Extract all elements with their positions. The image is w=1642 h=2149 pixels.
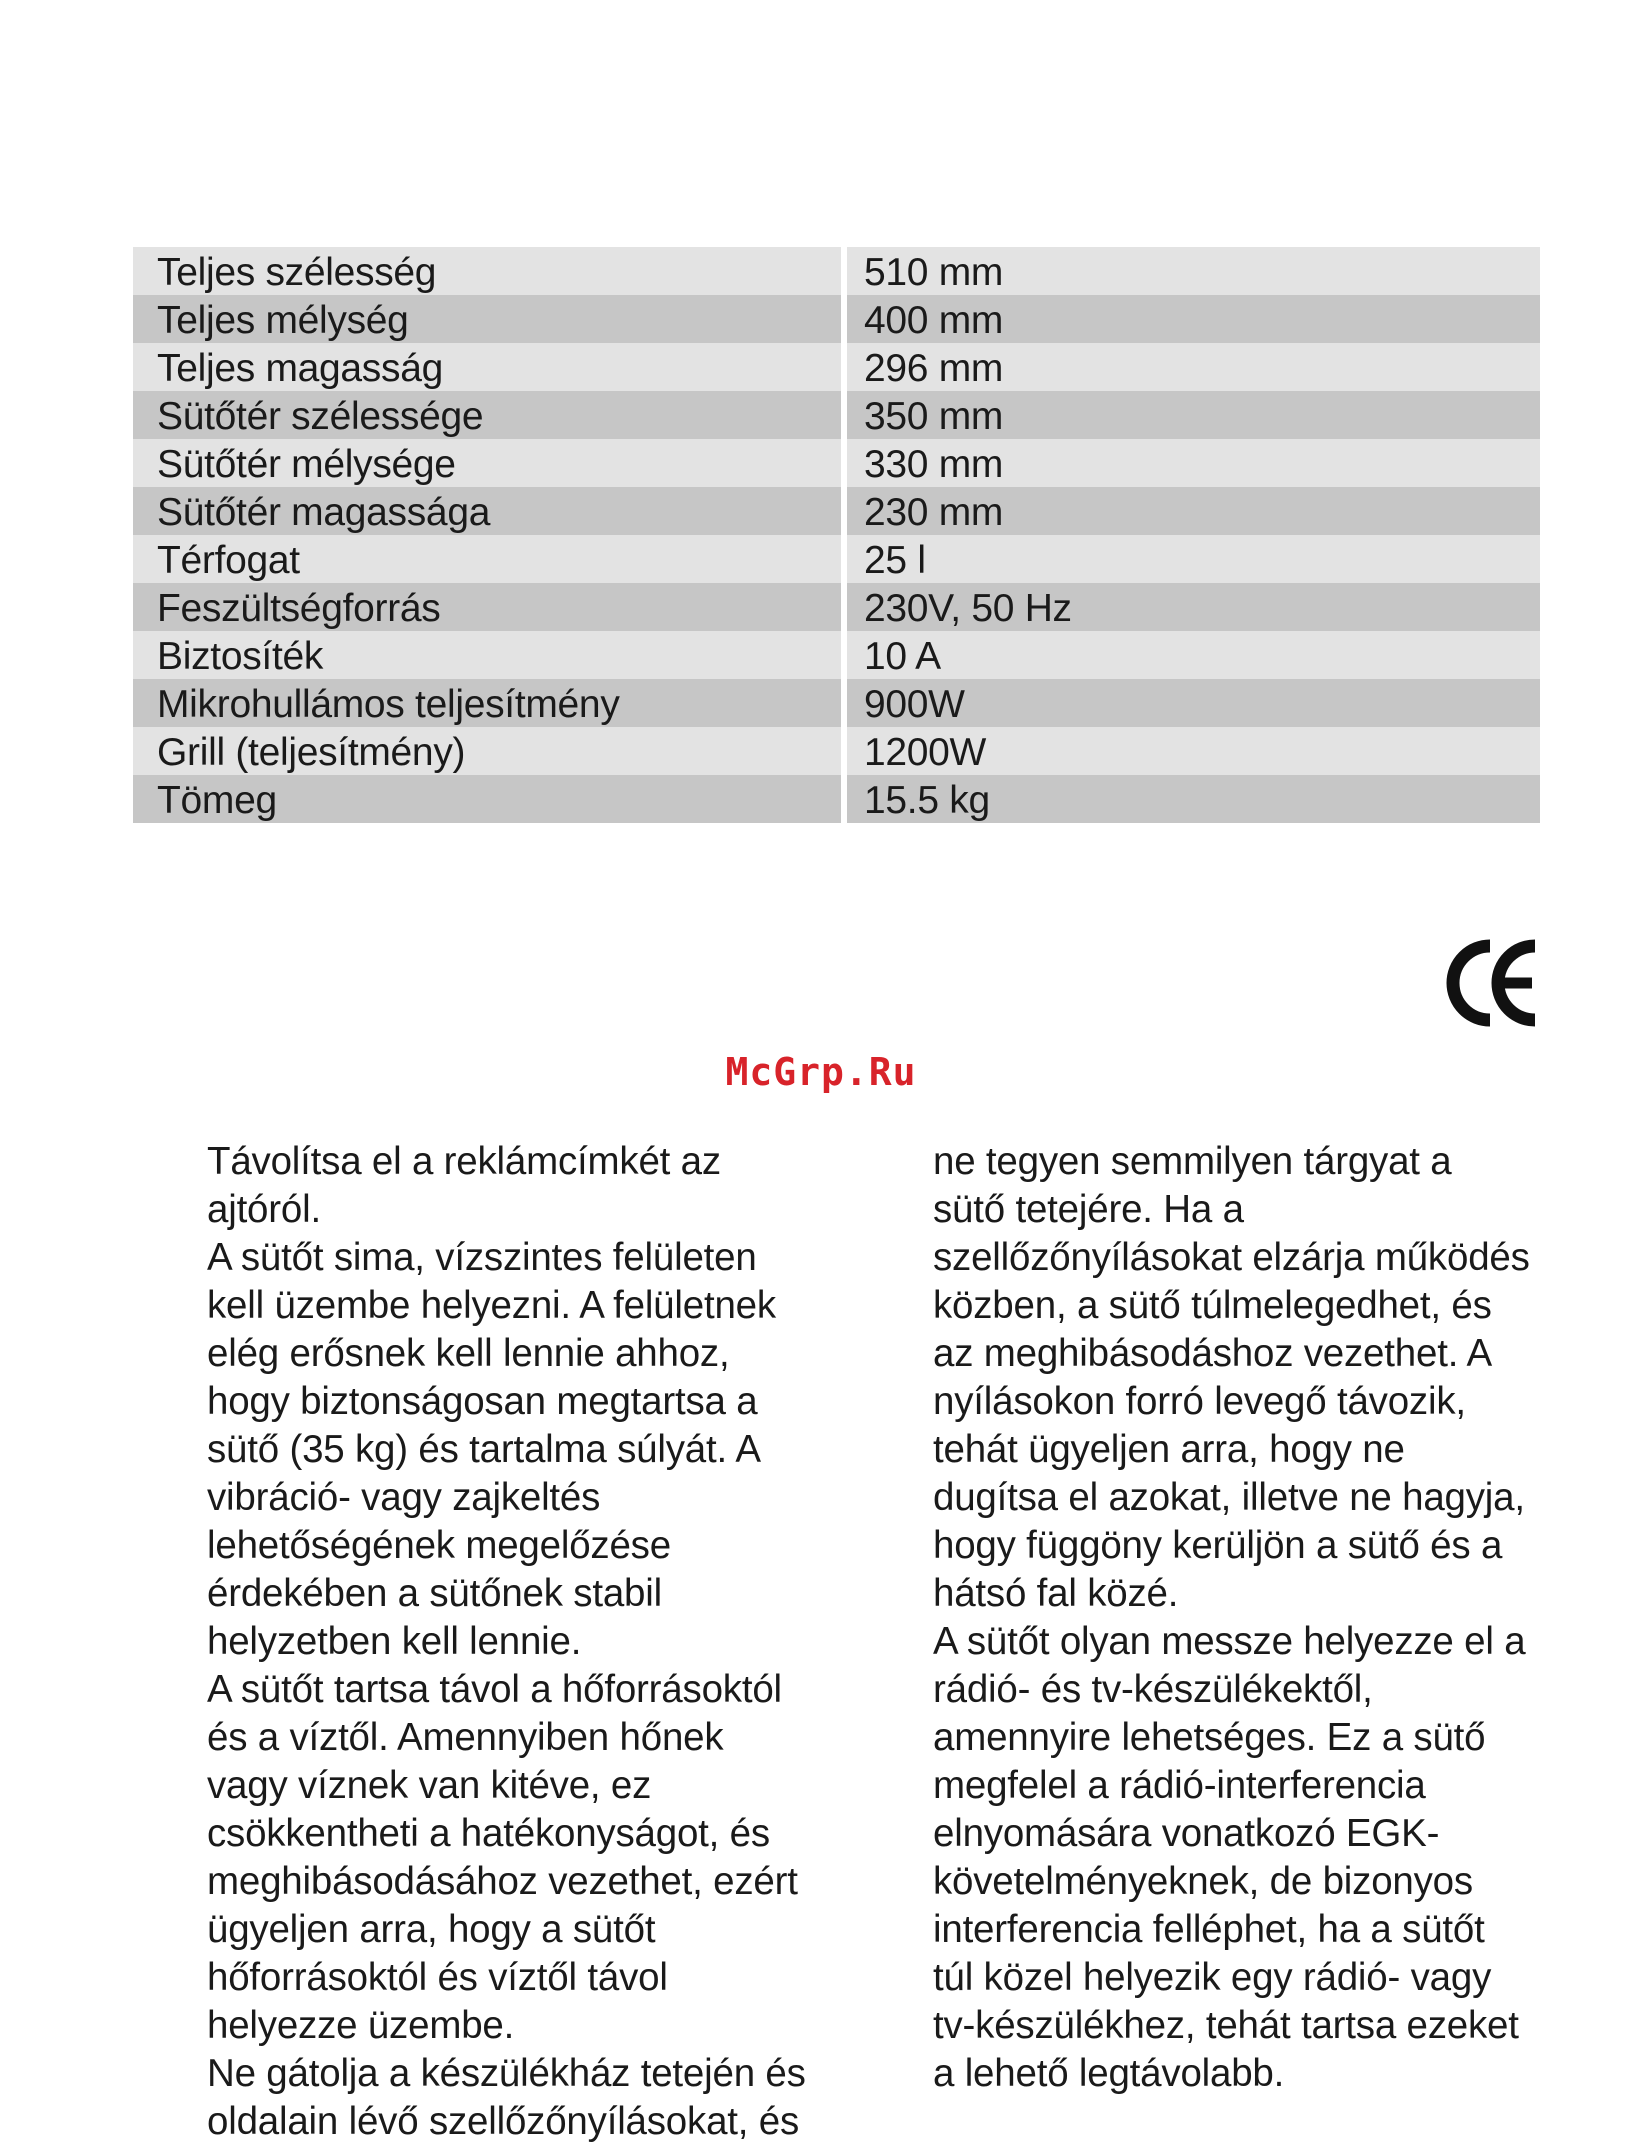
text-line: megfelel a rádió-interferencia — [933, 1764, 1426, 1807]
text-line: közben, a sütő túlmelegedhet, és — [933, 1284, 1492, 1327]
spec-row — [133, 487, 1540, 535]
text-line: vagy víznek van kitéve, ez — [207, 1764, 652, 1807]
spec-row — [133, 631, 1540, 679]
spec-row — [133, 727, 1540, 775]
spec-label: Tömeg — [133, 775, 841, 823]
spec-row — [133, 247, 1540, 295]
spec-row — [133, 775, 1540, 823]
text-line: hátsó fal közé. — [933, 1572, 1179, 1615]
text-line: sütő tetejére. Ha a — [933, 1188, 1244, 1231]
spec-row — [133, 679, 1540, 727]
text-line: Távolítsa el a reklámcímkét az — [207, 1140, 721, 1183]
text-line: A sütőt olyan messze helyezze el a — [933, 1620, 1526, 1663]
text-line: A sütőt sima, vízszintes felületen — [207, 1236, 757, 1279]
text-line: tehát ügyeljen arra, hogy ne — [933, 1428, 1405, 1471]
text-line: amennyire lehetséges. Ez a sütő — [933, 1716, 1486, 1759]
text-line: interferencia felléphet, ha a sütőt — [933, 1908, 1485, 1951]
text-line: ne tegyen semmilyen tárgyat a — [933, 1140, 1452, 1183]
text-line: vibráció- vagy zajkeltés — [207, 1476, 601, 1519]
text-line: rádió- és tv-készülékektől, — [933, 1668, 1373, 1711]
spec-label: Sütőtér mélysége — [133, 439, 841, 487]
spec-value: 1200W — [847, 727, 1540, 775]
text-line: követelményeknek, de bizonyos — [933, 1860, 1473, 1903]
spec-value: 400 mm — [847, 295, 1540, 343]
text-line: helyezze üzembe. — [207, 2004, 515, 2047]
text-column-right — [933, 1138, 1573, 2098]
spec-label: Sütőtér magassága — [133, 487, 841, 535]
spec-table — [133, 247, 1540, 823]
text-line: az meghibásodáshoz vezethet. A — [933, 1332, 1493, 1375]
text-line: tv-készülékhez, tehát tartsa ezeket — [933, 2004, 1519, 2047]
spec-value: 330 mm — [847, 439, 1540, 487]
spec-value: 900W — [847, 679, 1540, 727]
text-line: csökkentheti a hatékonyságot, és — [207, 1812, 770, 1855]
spec-label: Teljes mélység — [133, 295, 841, 343]
text-line: oldalain lévő szellőzőnyílásokat, és — [207, 2100, 800, 2143]
text-line: elég erősnek kell lennie ahhoz, — [207, 1332, 730, 1375]
spec-label: Grill (teljesítmény) — [133, 727, 841, 775]
spec-label: Térfogat — [133, 535, 841, 583]
spec-row — [133, 583, 1540, 631]
spec-label: Teljes szélesség — [133, 247, 841, 295]
text-line: meghibásodásához vezethet, ezért — [207, 1860, 798, 1903]
text-line: nyílásokon forró levegő távozik, — [933, 1380, 1466, 1423]
spec-row — [133, 295, 1540, 343]
text-line: szellőzőnyílásokat elzárja működés — [933, 1236, 1530, 1279]
text-line: érdekében a sütőnek stabil — [207, 1572, 662, 1615]
spec-row — [133, 535, 1540, 583]
spec-value: 230V, 50 Hz — [847, 583, 1540, 631]
text-line: lehetőségének megelőzése — [207, 1524, 671, 1567]
spec-label: Sütőtér szélessége — [133, 391, 841, 439]
text-line: és a víztől. Amennyiben hőnek — [207, 1716, 724, 1759]
text-line: ajtóról. — [207, 1188, 321, 1231]
spec-row — [133, 391, 1540, 439]
spec-row — [133, 439, 1540, 487]
text-line: hogy biztonságosan megtartsa a — [207, 1380, 758, 1423]
text-line: hőforrásoktól és víztől távol — [207, 1956, 668, 1999]
spec-value: 15.5 kg — [847, 775, 1540, 823]
text-line: elnyomására vonatkozó EGK- — [933, 1812, 1440, 1855]
ce-mark-icon — [1446, 938, 1538, 1028]
spec-value: 230 mm — [847, 487, 1540, 535]
text-line: ügyeljen arra, hogy a sütőt — [207, 1908, 656, 1951]
spec-row — [133, 343, 1540, 391]
spec-value: 350 mm — [847, 391, 1540, 439]
spec-label: Biztosíték — [133, 631, 841, 679]
spec-value: 510 mm — [847, 247, 1540, 295]
text-line: hogy függöny kerüljön a sütő és a — [933, 1524, 1503, 1567]
text-line: túl közel helyezik egy rádió- vagy — [933, 1956, 1492, 1999]
watermark: McGrp.Ru — [725, 1050, 917, 1094]
text-line: helyzetben kell lennie. — [207, 1620, 582, 1663]
spec-label: Teljes magasság — [133, 343, 841, 391]
spec-label: Mikrohullámos teljesítmény — [133, 679, 841, 727]
text-line: dugítsa el azokat, illetve ne hagyja, — [933, 1476, 1525, 1519]
text-line: sütő (35 kg) és tartalma súlyát. A — [207, 1428, 761, 1471]
spec-value: 296 mm — [847, 343, 1540, 391]
spec-value: 25 l — [847, 535, 1540, 583]
spec-value: 10 A — [847, 631, 1540, 679]
text-line: a lehető legtávolabb. — [933, 2052, 1285, 2095]
text-column-left — [207, 1138, 847, 2146]
spec-label: Feszültségforrás — [133, 583, 841, 631]
text-line: kell üzembe helyezni. A felületnek — [207, 1284, 776, 1327]
text-line: Ne gátolja a készülékház tetején és — [207, 2052, 806, 2095]
text-line: A sütőt tartsa távol a hőforrásoktól — [207, 1668, 782, 1711]
